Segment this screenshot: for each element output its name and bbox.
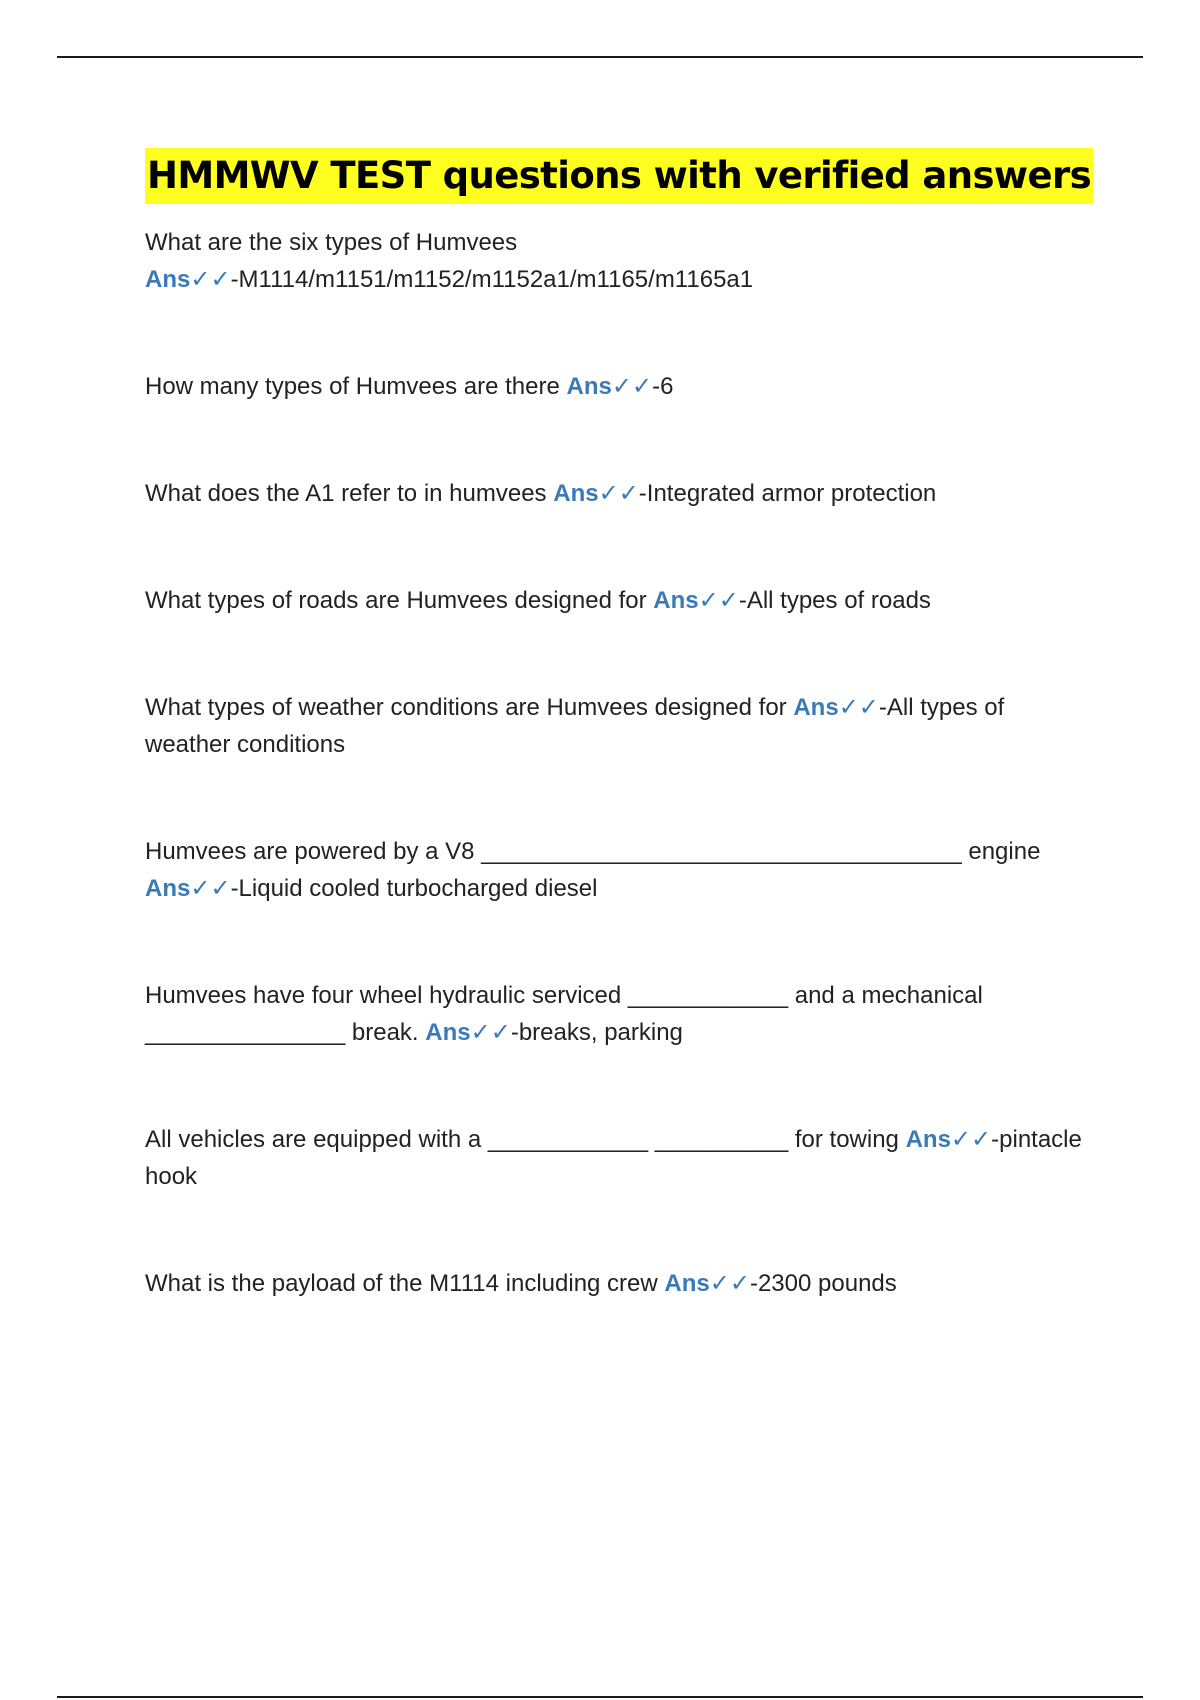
question-text: What does the A1 refer to in humvees xyxy=(145,480,554,507)
answer-label: Ans xyxy=(553,480,599,507)
question-text: Humvees are powered by a V8 ____________________________________ engine xyxy=(145,838,1041,865)
check-icon: ✓✓ xyxy=(598,480,639,507)
qa-item xyxy=(145,977,1095,1051)
check-icon: ✓✓ xyxy=(611,373,653,400)
question-text: Humvees have four wheel hydraulic serviced ____________ and a mechanical _______________ break. xyxy=(145,982,983,1046)
question-text: What types of weather conditions are Humvees designed for xyxy=(145,694,794,721)
top-rule xyxy=(57,56,1143,58)
question-text: What types of roads are Humvees designed for xyxy=(145,587,654,614)
qa-item xyxy=(145,1121,1095,1195)
answer-text: -pintacle hook xyxy=(145,1126,1082,1190)
question-text: What are the six types of Humvees xyxy=(145,229,518,256)
qa-item xyxy=(145,475,1095,512)
answer-text: -Liquid cooled turbocharged diesel xyxy=(230,875,598,902)
bottom-rule xyxy=(57,1696,1143,1698)
answer-label: Ans xyxy=(793,694,839,721)
check-icon: ✓✓ xyxy=(838,694,879,721)
answer-label: Ans xyxy=(145,875,191,902)
qa-item xyxy=(145,582,1095,619)
answer-text: -breaks, parking xyxy=(510,1019,683,1046)
answer-label: Ans xyxy=(425,1019,471,1046)
question-text: What is the payload of the M1114 including crew xyxy=(145,1270,665,1297)
answer-label: Ans xyxy=(566,373,612,400)
check-icon: ✓✓ xyxy=(190,875,231,902)
check-icon: ✓✓ xyxy=(190,266,231,293)
qa-item xyxy=(145,368,1095,405)
check-icon: ✓✓ xyxy=(709,1270,750,1297)
check-icon: ✓✓ xyxy=(950,1126,992,1153)
qa-item xyxy=(145,1265,1095,1302)
qa-item xyxy=(145,833,1095,907)
question-text: How many types of Humvees are there xyxy=(145,373,567,400)
check-icon: ✓✓ xyxy=(470,1019,511,1046)
answer-text: -All types of roads xyxy=(738,587,931,614)
answer-text: -Integrated armor protection xyxy=(638,480,937,507)
document-body xyxy=(145,148,1095,1372)
answer-label: Ans xyxy=(905,1126,951,1153)
qa-list xyxy=(145,224,1095,1302)
answer-text: -6 xyxy=(652,373,674,400)
answer-text: -M1114/m1151/m1152/m1152a1/m1165/m1165a1 xyxy=(230,266,754,293)
check-icon: ✓✓ xyxy=(698,587,739,614)
answer-label: Ans xyxy=(145,266,191,293)
question-text: All vehicles are equipped with a ____________ __________ for towing xyxy=(145,1126,906,1153)
answer-text: -All types of weather conditions xyxy=(145,694,1005,758)
answer-text: -2300 pounds xyxy=(749,1270,897,1297)
answer-label: Ans xyxy=(653,587,699,614)
qa-item xyxy=(145,689,1095,763)
document-title: HMMWV TEST questions with verified answers xyxy=(145,148,1093,204)
qa-item xyxy=(145,224,1095,298)
answer-label: Ans xyxy=(664,1270,710,1297)
